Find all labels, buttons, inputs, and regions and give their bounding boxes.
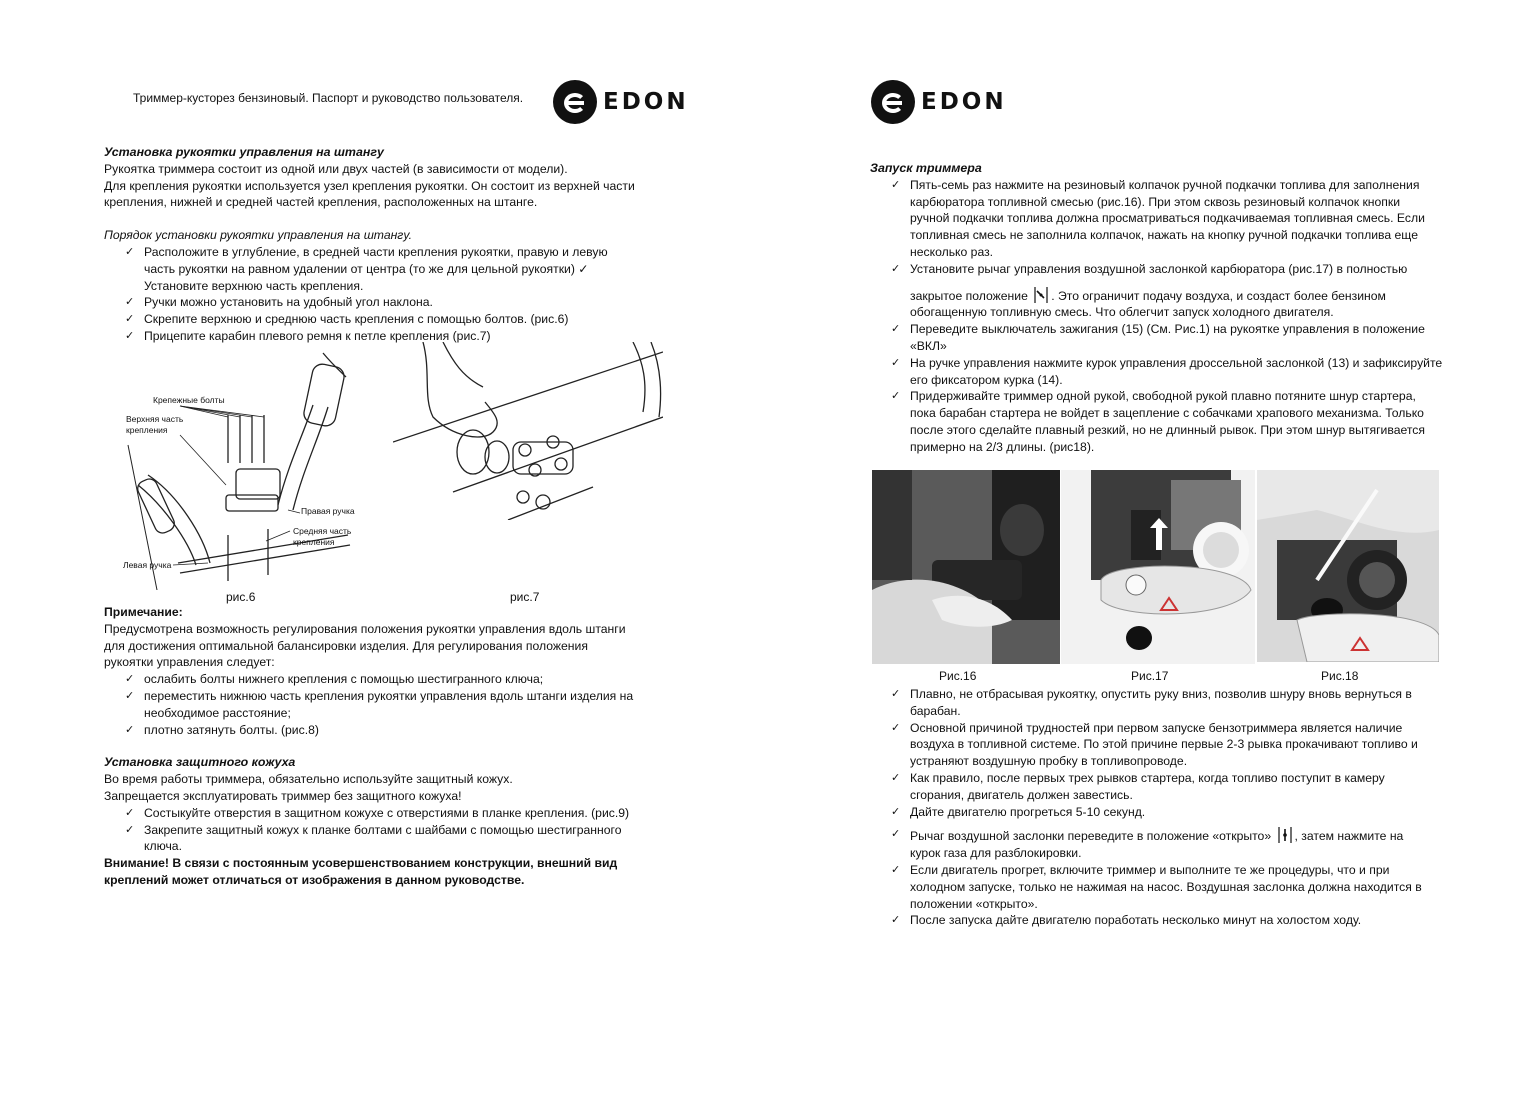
edon-logo-icon <box>553 80 597 124</box>
handle-section-paragraph-1: Рукоятка триммера состоит из одной или двух частей (в зависимости от модели). <box>104 161 568 176</box>
choke-closed-icon <box>1033 286 1049 304</box>
label-left-handle: Левая ручка <box>123 560 172 570</box>
label-upper-part-line1: Верхняя часть <box>126 414 184 424</box>
choke-open-text-c: курок газа для разблокировки. <box>910 846 1082 861</box>
list-item: ✓ Прицепите карабин плевого ремня к петле крепления (рис.7) <box>104 328 684 345</box>
warning-line-2: креплений может отличаться от изображения в данном руководстве. <box>104 872 525 887</box>
handle-section-paragraph-2a: Для крепления рукоятки используется узел крепления рукоятки. Он состоит из верхней части <box>104 178 635 193</box>
choke-open-text-b: , затем нажмите на <box>1294 829 1404 844</box>
list-item: ✓ На ручке управления нажмите курок управления дроссельной заслонкой (13) и зафиксируйте его фиксатором курка (14). <box>870 355 1450 389</box>
photo-rig-17 <box>1061 470 1255 664</box>
handle-section <box>104 144 684 345</box>
photo-rig-18 <box>1257 470 1439 662</box>
edon-logo-icon <box>871 80 915 124</box>
guard-paragraph-2: Запрещается эксплуатировать триммер без защитного кожуха! <box>104 788 462 803</box>
right-page <box>765 0 1531 1106</box>
photo-caption-18: Рис.18 <box>1321 669 1359 683</box>
list-item: ✓ плотно затянуть болты. (рис.8) <box>104 722 689 739</box>
choke-closed-text-d: обогащенную топливную смесь. Что облегчит запуск холодного двигателя. <box>910 305 1334 320</box>
list-item: ✓ ослабить болты нижнего крепления с помощью шестигранного ключа; <box>104 671 689 688</box>
start-section-bottom <box>870 686 1450 929</box>
document-header-title: Триммер-кусторез бензиновый. Паспорт и руководство пользователя. <box>133 91 524 105</box>
list-item: ✓ Как правило, после первых трех рывков стартера, когда топливо поступит в камеру сгорания, двигатель должен завестись. <box>870 770 1430 804</box>
list-item-choke-open <box>870 826 1450 862</box>
figure-7-strap-mount <box>393 342 663 520</box>
edon-logo <box>871 80 1007 124</box>
list-item: ✓ Состыкуйте отверстия в защитном кожухе с отверстиями в планке крепления. (рис.9) <box>104 805 689 822</box>
guard-heading: Установка защитного кожуха <box>104 755 296 770</box>
guard-steps-list <box>104 805 689 855</box>
note-line-3: рукоятки управления следует: <box>104 655 275 670</box>
note-line-1: Предусмотрена возможность регулирования положения рукоятки управления вдоль штанги <box>104 621 626 636</box>
edon-logo-word: EDON <box>603 89 689 115</box>
list-item: ✓ переместить нижнюю часть крепления рукоятки управления вдоль штанги изделия на необходимое расстояние; <box>104 688 664 722</box>
guard-paragraph-1: Во время работы триммера, обязательно используйте защитный кожух. <box>104 772 513 787</box>
photo-caption-16: Рис.16 <box>939 669 977 683</box>
choke-closed-text-c: . Это ограничит подачу воздуха, и создаст более бензином <box>1051 288 1386 303</box>
list-item: ✓ Скрепите верхнюю и среднюю часть крепления с помощью болтов. (рис.6) <box>104 311 684 328</box>
note-heading: Примечание: <box>104 605 183 619</box>
label-middle-part-line1: Средняя часть <box>293 526 352 536</box>
choke-open-icon <box>1277 826 1293 844</box>
list-item: ✓ Основной причиной трудностей при первом запуске бензотриммера является наличие воздуха в топливной системе. По этой причине первые 2-3 рывка прокачивают топливо и устраняют воздушную пробку в топливопроводе. <box>870 720 1440 770</box>
choke-closed-text-b: закрытое положение <box>910 288 1028 303</box>
list-item-choke-closed <box>870 261 1445 321</box>
list-item: ✓ Расположите в углубление, в средней части крепления рукоятки, правую и левую часть рукоятки на равном удалении от центра (то же для цельной рукоятки) ✓ Установите верхнюю часть крепления. <box>104 244 624 294</box>
start-heading: Запуск триммера <box>870 161 982 175</box>
note-steps-list <box>104 671 689 738</box>
left-page <box>0 0 765 1106</box>
handle-section-paragraph-2b: крепления, нижней и средней частей крепления, расположенных на штанге. <box>104 195 538 210</box>
label-right-handle: Правая ручка <box>301 506 355 516</box>
choke-closed-text-a: Установите рычаг управления воздушной заслонкой карбюратора (рис.17) в полностью <box>910 261 1408 276</box>
edon-logo <box>553 80 689 124</box>
handle-section-heading: Установка рукоятки управления на штангу <box>104 145 384 159</box>
list-item: ✓ Переведите выключатель зажигания (15) (См. Рис.1) на рукоятке управления в положение «ВКЛ» <box>870 321 1450 355</box>
list-item: ✓ Дайте двигателю прогреться 5-10 секунд. <box>870 804 1450 821</box>
handle-order-heading: Порядок установки рукоятки управления на штангу. <box>104 228 412 243</box>
list-item: ✓ Плавно, не отбрасывая рукоятку, опустить руку вниз, позволив шнуру вновь вернуться в барабан. <box>870 686 1430 720</box>
list-item: ✓ Закрепите защитный кожух к планке болтами с шайбами с помощью шестигранного ключа. <box>104 822 649 856</box>
warning-line-1: Внимание! В связи с постоянным усовершенствованием конструкции, внешний вид <box>104 856 618 871</box>
label-middle-part-line2: крепления <box>293 537 335 547</box>
handle-steps-list <box>104 244 684 345</box>
list-item: ✓ После запуска дайте двигателю поработать несколько минут на холостом ходу. <box>870 912 1450 929</box>
photo-rig-16 <box>872 470 1060 664</box>
choke-open-text-a: Рычаг воздушной заслонки переведите в положение «открыто» <box>910 829 1272 844</box>
start-section-top <box>870 160 1445 456</box>
list-item: ✓ Если двигатель прогрет, включите триммер и выполните те же процедуры, что и при холодном запуске, только не нажимая на насос. Воздушная заслонка должна находится в положении «открыто». <box>870 862 1425 912</box>
label-upper-part-line2: крепления <box>126 425 168 435</box>
start-steps-top <box>870 177 1445 456</box>
photo-caption-17: Рис.17 <box>1131 669 1169 683</box>
figure-6-caption: рис.6 <box>226 590 256 604</box>
label-fastening-bolts: Крепежные болты <box>153 395 225 405</box>
list-item: ✓ Придерживайте триммер одной рукой, свободной рукой плавно потяните шнур стартера, пока барабан стартера не войдет в зацепление с собачками храпового механизма. Только после этого сделайте плавный резкий, но не длинный рывок. При этом шнур вытягивается примерно на 2/3 длины. (рис18). <box>870 388 1430 455</box>
figure-7-caption: рис.7 <box>510 590 540 604</box>
edon-logo-word: EDON <box>921 89 1007 115</box>
list-item: ✓ Пять-семь раз нажмите на резиновый колпачок ручной подкачки топлива для заполнения карбюратора топливной смесью (рис.16). При этом сквозь резиновый колпачок кнопки ручной подкачки топлива должна просматриваться подкачиваемая топливная смесь. Если топливная смесь не заполнила колпачок, нажать на кнопку ручной подкачки топлива еще несколько раз. <box>870 177 1430 261</box>
list-item: ✓ Ручки можно установить на удобный угол наклона. <box>104 294 684 311</box>
figure-6-handle-mount <box>118 345 368 590</box>
note-section <box>104 604 689 889</box>
start-steps-after <box>870 686 1450 929</box>
note-line-2: для достижения оптимальной балансировки изделия. Для регулирования положения <box>104 638 588 653</box>
